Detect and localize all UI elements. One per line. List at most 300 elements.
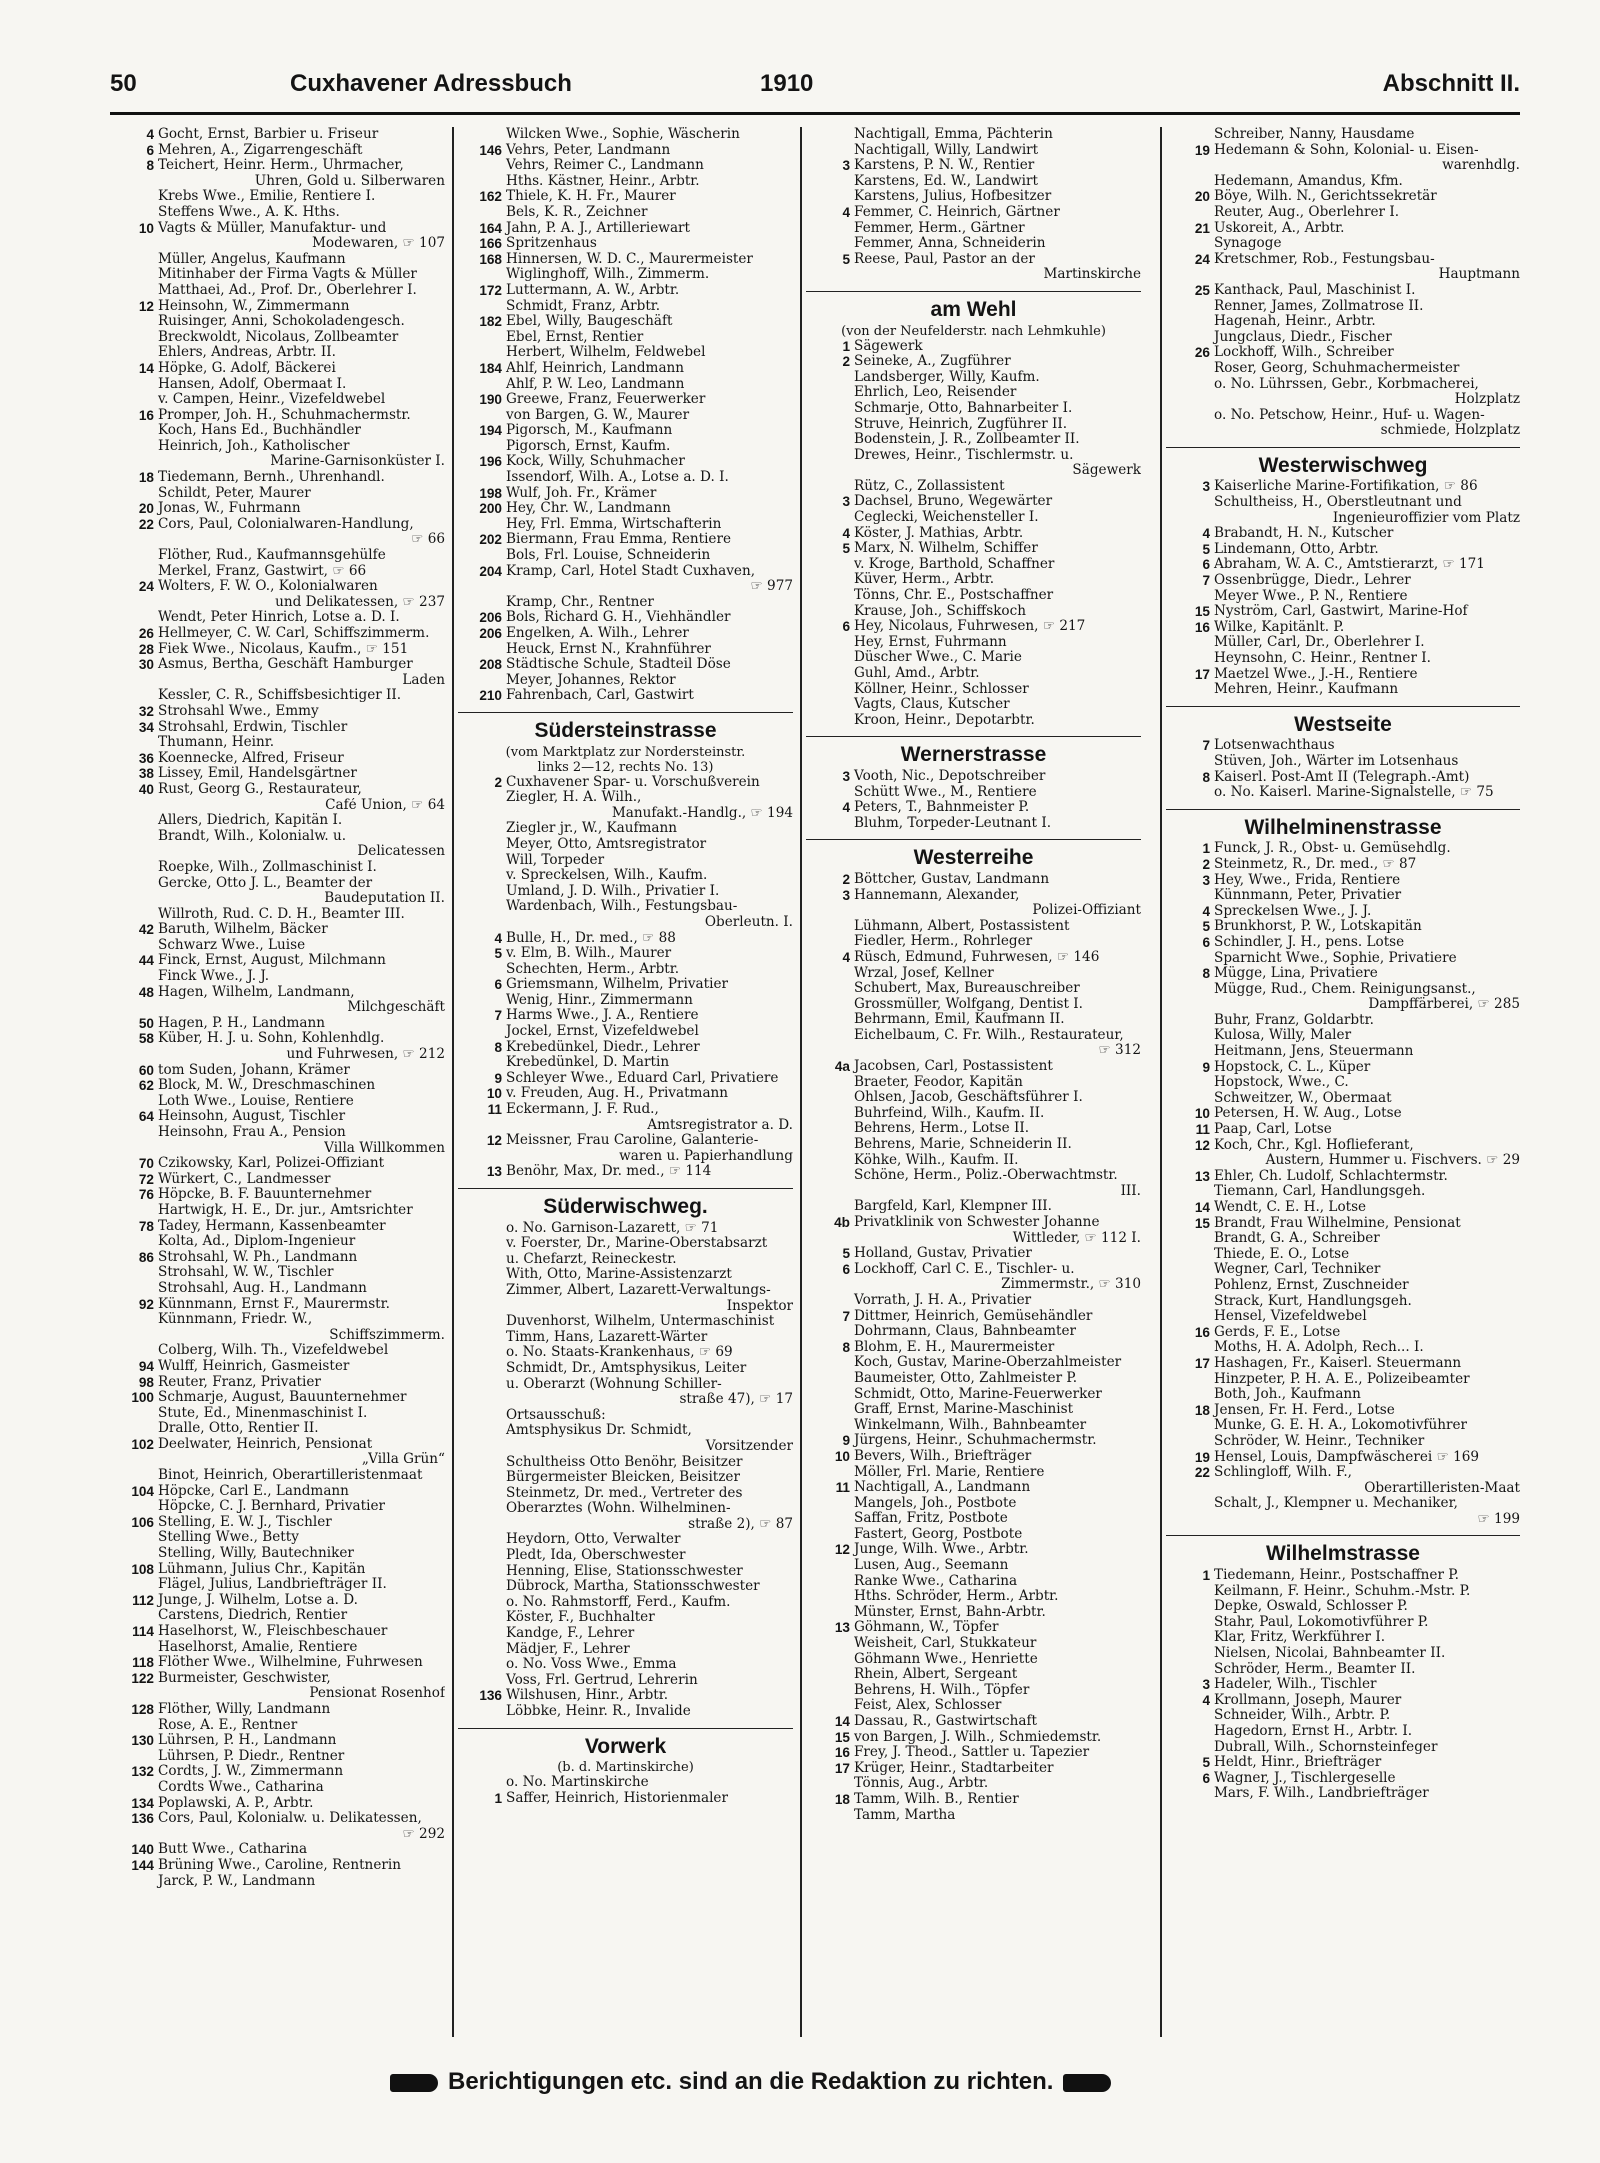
house-number: 114 — [132, 1624, 154, 1639]
directory-entry — [806, 158, 1141, 174]
directory-entry — [110, 1234, 445, 1250]
house-number: 7 — [842, 1308, 850, 1324]
entry-text: Fastert, Georg, Postbote — [854, 1526, 1023, 1542]
entry-text: Tönns, Chr. E., Postschaffner — [854, 588, 1054, 604]
street-heading: Vorwerk — [584, 1734, 667, 1758]
column-3 — [806, 127, 1141, 2037]
directory-entry — [806, 1480, 1141, 1496]
house-number: 34 — [138, 719, 154, 735]
directory-entry — [1166, 1708, 1520, 1724]
house-number: 164 — [479, 220, 502, 236]
directory-entry — [806, 510, 1141, 526]
directory-entry — [806, 1636, 1141, 1652]
directory-entry — [806, 713, 1141, 729]
house-number: 4 — [842, 204, 850, 220]
house-number: 24 — [138, 579, 154, 595]
directory-entry — [806, 1168, 1141, 1184]
house-number: 194 — [479, 423, 502, 439]
directory-entry — [806, 1215, 1141, 1231]
directory-entry — [1166, 299, 1520, 315]
entry-text: Höpcke, C. J. Bernhard, Privatier — [158, 1499, 385, 1515]
entry-text: Renner, James, Zollmatrose II. — [1214, 298, 1424, 314]
directory-entry — [1166, 1724, 1520, 1740]
entry-text: Münster, Ernst, Bahn-Arbtr. — [854, 1604, 1046, 1620]
entry-text: Brandt, Wilh., Kolonialw. u. — [158, 828, 347, 844]
directory-entry — [458, 1221, 793, 1237]
directory-entry — [1166, 1568, 1520, 1584]
entry-text: Breckwoldt, Nicolaus, Zollbeamter — [158, 329, 399, 345]
house-number: 3 — [1202, 479, 1210, 495]
directory-entry — [806, 401, 1141, 417]
entry-text: o. No. Voss Wwe., Emma — [506, 1657, 677, 1673]
house-number: 112 — [132, 1592, 154, 1608]
entry-text: Karstens, Julius, Hofbesitzer — [854, 189, 1052, 205]
house-number: 14 — [1194, 1200, 1210, 1215]
house-number: 8 — [842, 1339, 850, 1355]
entry-text: Schweitzer, W., Obermaat — [1214, 1090, 1392, 1106]
entry-text: Ranke Wwe., Catharina — [854, 1573, 1018, 1589]
entry-text: Both, Joh., Kaufmann — [1214, 1387, 1361, 1403]
directory-entry — [458, 579, 793, 595]
directory-entry — [110, 1593, 445, 1609]
entry-text: Manufakt.-Handlg., ☞ 194 — [611, 805, 793, 821]
house-number: 204 — [479, 563, 502, 579]
entry-text: Junge, J. Wilhelm, Lotse a. D. — [158, 1592, 358, 1608]
entry-text: Femmer, C. Heinrich, Gärtner — [854, 204, 1060, 220]
directory-entry — [110, 1484, 445, 1500]
directory-entry — [806, 650, 1141, 666]
entry-text: Nachtigall, Emma, Pächterin — [854, 127, 1053, 142]
entry-text: Jahn, P. A. J., Artilleriewart — [506, 220, 691, 236]
house-number: 92 — [138, 1296, 154, 1312]
directory-entry — [806, 1792, 1141, 1808]
entry-text: Oberartilleristen-Maat — [1364, 1480, 1520, 1496]
entry-text: v. Campen, Heinr., Vizefeldwebel — [158, 392, 386, 408]
directory-entry — [110, 314, 445, 330]
directory-entry — [110, 1764, 445, 1780]
directory-entry — [1166, 888, 1520, 904]
directory-entry — [1166, 205, 1520, 221]
directory-entry — [806, 919, 1141, 935]
house-number: 13 — [486, 1164, 502, 1180]
entry-text: Heynsohn, C. Heinr., Rentner I. — [1214, 651, 1431, 666]
entry-text: Greewe, Franz, Feuerwerker — [506, 392, 706, 408]
directory-entry — [110, 1811, 445, 1827]
entry-text: Rose, A. E., Rentner — [158, 1717, 298, 1733]
directory-entry — [458, 345, 793, 361]
entry-text: Baumeister, Otto, Zahlmeister P. — [854, 1370, 1078, 1386]
house-number: 3 — [842, 887, 850, 903]
directory-entry — [1166, 1403, 1520, 1419]
directory-entry — [110, 1842, 445, 1858]
directory-entry — [806, 1558, 1141, 1574]
entry-text: Seineke, A., Zugführer — [854, 354, 1011, 370]
directory-entry — [110, 423, 445, 439]
directory-entry — [458, 470, 793, 486]
directory-entry — [806, 635, 1141, 651]
entry-text: Mitinhaber der Firma Vagts & Müller — [158, 267, 417, 283]
directory-entry — [110, 1796, 445, 1812]
entry-text: Amtsregistrator a. D. — [647, 1117, 793, 1133]
house-number: 4 — [146, 127, 154, 142]
directory-entry — [1166, 252, 1520, 268]
directory-entry — [458, 299, 793, 315]
entry-text: Heinsohn, W., Zimmermann — [158, 298, 350, 314]
entry-text: Harms Wwe., J. A., Rentiere — [506, 1008, 699, 1024]
entry-text: Krollmann, Joseph, Maurer — [1214, 1692, 1402, 1708]
directory-entry — [458, 392, 793, 408]
page-number: 50 — [110, 70, 137, 97]
entry-text: Nachtigall, A., Landmann — [854, 1480, 1031, 1496]
house-number: 198 — [479, 485, 502, 501]
entry-text: Merkel, Franz, Gastwirt, ☞ 66 — [158, 563, 367, 579]
entry-text: Ortsausschuß: — [506, 1407, 606, 1423]
directory-entry — [458, 1024, 793, 1040]
house-number: 15 — [1194, 1215, 1210, 1231]
directory-entry — [806, 1137, 1141, 1153]
entry-text: Jockel, Ernst, Vizefeldwebel — [506, 1024, 699, 1040]
entry-text: Vorrath, J. H. A., Privatier — [854, 1292, 1032, 1308]
house-number: 78 — [138, 1218, 154, 1234]
entry-text: Villa Willkommen — [324, 1140, 445, 1156]
house-number: 10 — [138, 220, 154, 236]
entry-text: Vorsitzender — [705, 1438, 793, 1454]
directory-entry — [1166, 904, 1520, 920]
entry-text: Steinmetz, R., Dr. med., ☞ 87 — [1214, 856, 1417, 872]
house-number: 122 — [131, 1670, 154, 1686]
entry-text: Behrmann, Emil, Kaufmann II. — [854, 1012, 1065, 1028]
entry-text: Pensionat Rosenhof — [309, 1686, 445, 1702]
directory-entry — [1166, 841, 1520, 857]
entry-text: Lührsen, P. H., Landmann — [158, 1733, 337, 1749]
house-number: 6 — [842, 1261, 850, 1277]
entry-text: Roser, Georg, Schuhmachermeister — [1214, 360, 1460, 376]
entry-text: Heinsohn, August, Tischler — [158, 1109, 346, 1125]
entry-text: u. Oberarzt (Wohnung Schiller- — [506, 1376, 722, 1392]
directory-entry — [458, 1439, 793, 1455]
entry-text: Issendorf, Wilh. A., Lotse a. D. I. — [506, 470, 729, 486]
entry-text: warenhdlg. — [1442, 158, 1520, 174]
house-number: 6 — [1202, 934, 1210, 950]
directory-entry — [110, 299, 445, 315]
directory-entry — [806, 572, 1141, 588]
entry-text: Duvenhorst, Wilhelm, Untermaschinist — [506, 1314, 775, 1330]
directory-entry — [110, 688, 445, 704]
entry-text: Inspektor — [726, 1298, 793, 1314]
directory-entry — [458, 1118, 793, 1134]
house-number: 16 — [834, 1745, 850, 1761]
house-number: 10 — [834, 1448, 850, 1464]
house-number: 25 — [1194, 282, 1210, 298]
entry-text: Koch, Hans Ed., Buchhändler — [158, 423, 361, 439]
house-number: 40 — [138, 781, 154, 797]
entry-text: Strack, Kurt, Handlungsgeh. — [1214, 1293, 1412, 1309]
house-number: 70 — [138, 1156, 154, 1172]
entry-text: Café Union, ☞ 64 — [325, 797, 445, 813]
entry-text: Brunkhorst, P. W., Lotskapitän — [1214, 919, 1422, 935]
directory-entry — [110, 1109, 445, 1125]
directory-entry — [1166, 158, 1520, 174]
entry-text: Fiedler, Herm., Rohrleger — [854, 934, 1033, 950]
directory-entry — [110, 1125, 445, 1141]
entry-text: Spreckelsen Wwe., J. J. — [1214, 903, 1372, 919]
entry-text: Küber, H. J. u. Sohn, Kohlenhdlg. — [158, 1031, 385, 1047]
directory-entry — [1166, 1184, 1520, 1200]
entry-text: ☞ 312 — [1098, 1043, 1141, 1059]
entry-text: Haselhorst, W., Fleischbeschauer — [158, 1624, 388, 1639]
directory-entry — [110, 392, 445, 408]
directory-entry — [110, 1780, 445, 1796]
house-number: 1 — [1202, 1568, 1210, 1584]
directory-entry — [458, 377, 793, 393]
directory-entry — [806, 1730, 1141, 1746]
directory-entry — [1166, 1122, 1520, 1138]
entry-text: Spritzenhaus — [506, 236, 597, 252]
entry-text: Lühmann, Julius Chr., Kapitän — [158, 1561, 366, 1577]
directory-entry — [110, 1827, 445, 1843]
entry-text: o. No. Kaiserl. Marine-Signalstelle, ☞ 75 — [1214, 785, 1494, 801]
directory-entry — [110, 1047, 445, 1063]
house-number: 42 — [138, 922, 154, 938]
year: 1910 — [760, 70, 814, 97]
directory-entry — [458, 993, 793, 1009]
entry-text: Thumann, Heinr. — [158, 735, 275, 751]
directory-entry — [458, 899, 793, 915]
entry-text: Fiek Wwe., Nicolaus, Kaufm., ☞ 151 — [158, 641, 409, 657]
footer-note: Berichtigungen etc. sind an die Redaktion zu richten. — [380, 2068, 1280, 2096]
directory-entry — [806, 370, 1141, 386]
directory-entry — [110, 454, 445, 470]
directory-entry — [806, 903, 1141, 919]
directory-entry — [806, 769, 1141, 785]
house-number: 136 — [479, 1688, 502, 1704]
directory-entry — [1166, 770, 1520, 786]
entry-text: Struve, Heinrich, Zugführer II. — [854, 416, 1068, 432]
directory-entry — [1166, 1356, 1520, 1372]
entry-text: Heinrich, Joh., Katholischer — [158, 438, 350, 454]
directory-entry — [1166, 785, 1520, 801]
house-number: 64 — [138, 1109, 154, 1125]
directory-entry — [458, 1086, 793, 1102]
directory-entry — [458, 1236, 793, 1252]
street-separator — [1166, 809, 1520, 810]
directory-entry — [458, 1392, 793, 1408]
house-number: 16 — [1194, 1324, 1210, 1340]
street-separator — [458, 1728, 793, 1729]
directory-entry — [1166, 330, 1520, 346]
entry-text: Rhein, Albert, Sergeant — [854, 1667, 1018, 1683]
entry-text: Vooth, Nic., Depotschreiber — [854, 768, 1046, 784]
entry-text: Heinsohn, Frau A., Pension — [158, 1125, 346, 1140]
directory-entry — [806, 1683, 1141, 1699]
directory-entry — [806, 1418, 1141, 1434]
directory-entry — [110, 158, 445, 174]
house-number: 166 — [479, 236, 502, 252]
house-number: 19 — [1194, 1449, 1210, 1465]
directory-entry — [806, 267, 1141, 283]
directory-entry — [458, 1626, 793, 1642]
directory-entry — [110, 486, 445, 502]
directory-entry — [1166, 1200, 1520, 1216]
house-number: 6 — [1202, 1770, 1210, 1786]
entry-text: Bluhm, Torpeder-Leutnant I. — [854, 815, 1052, 831]
directory-entry — [458, 174, 793, 190]
directory-entry — [1166, 651, 1520, 667]
directory-entry — [458, 267, 793, 283]
entry-text: Schultheiss Otto Benöhr, Beisitzer — [506, 1454, 743, 1470]
house-number: 98 — [138, 1374, 154, 1390]
house-number: 12 — [138, 298, 154, 314]
directory-entry — [1166, 283, 1520, 299]
directory-entry — [458, 1455, 793, 1471]
entry-text: Gercke, Otto J. L., Beamter der — [158, 875, 373, 891]
street-heading: Westerreihe — [913, 846, 1034, 870]
house-number: 12 — [486, 1133, 502, 1149]
directory-entry — [1166, 1677, 1520, 1693]
entry-text: Künnmann, Peter, Privatier — [1214, 888, 1402, 904]
entry-text: Heydorn, Otto, Verwalter — [506, 1532, 681, 1548]
section-label: Abschnitt II. — [1382, 70, 1520, 97]
directory-entry — [806, 127, 1141, 143]
directory-entry — [458, 1579, 793, 1595]
entry-text: Hey, Frl. Emma, Wirtschafterin — [506, 516, 722, 532]
directory-entry — [1166, 1450, 1520, 1466]
directory-entry — [806, 697, 1141, 713]
entry-text: Heldt, Hinr., Briefträger — [1214, 1755, 1382, 1771]
directory-entry — [110, 205, 445, 221]
directory-entry — [1166, 267, 1520, 283]
directory-entry — [458, 610, 793, 626]
directory-entry — [1166, 682, 1520, 698]
entry-text: Cordts Wwe., Catharina — [158, 1779, 324, 1795]
directory-entry — [806, 1449, 1141, 1465]
entry-text: Kolta, Ad., Diplom-Ingenieur — [158, 1234, 356, 1250]
directory-entry — [110, 267, 445, 283]
entry-text: ☞ 977 — [750, 579, 793, 595]
house-number: 144 — [131, 1857, 154, 1873]
directory-entry — [110, 1702, 445, 1718]
directory-entry — [806, 1309, 1141, 1325]
directory-entry — [110, 1608, 445, 1624]
directory-entry — [110, 876, 445, 892]
directory-entry — [110, 595, 445, 611]
directory-entry — [110, 1640, 445, 1656]
entry-text: Butt Wwe., Catharina — [158, 1842, 308, 1858]
entry-text: Köster, J. Mathias, Arbtr. — [854, 525, 1024, 541]
entry-text: Koch, Chr., Kgl. Hoflieferant, — [1214, 1137, 1414, 1153]
directory-entry — [458, 1595, 793, 1611]
directory-entry — [1166, 408, 1520, 424]
entry-text: Schmarje, Otto, Bahnarbeiter I. — [854, 400, 1073, 416]
house-number: 6 — [146, 142, 154, 158]
directory-entry — [806, 682, 1141, 698]
entry-text: Fahrenbach, Carl, Gastwirt — [506, 688, 694, 704]
entry-text: Kulosa, Willy, Maler — [1214, 1028, 1352, 1044]
directory-entry — [1166, 1786, 1520, 1802]
entry-text: Lusen, Aug., Seemann — [854, 1558, 1009, 1574]
entry-text: Höpke, G. Adolf, Bäckerei — [158, 360, 336, 376]
directory-entry — [806, 1293, 1141, 1309]
street-separator — [458, 1188, 793, 1189]
directory-entry — [1166, 143, 1520, 159]
entry-text: Karstens, Ed. W., Landwirt — [854, 173, 1038, 189]
house-number: 108 — [131, 1561, 154, 1577]
directory-entry — [110, 236, 445, 252]
house-number: 3 — [1202, 872, 1210, 888]
entry-text: Stahr, Paul, Lokomotivführer P. — [1214, 1614, 1429, 1630]
entry-text: Eichelbaum, C. Fr. Wilh., Restaurateur, — [854, 1027, 1124, 1043]
directory-entry — [458, 931, 793, 947]
directory-entry — [458, 595, 793, 611]
entry-text: Lühmann, Albert, Postassistent — [854, 918, 1070, 934]
directory-entry — [458, 564, 793, 580]
house-number: 1 — [1202, 841, 1210, 857]
directory-entry — [458, 853, 793, 869]
entry-text: Deelwater, Heinrich, Pensionat — [158, 1436, 373, 1452]
entry-text: Strohsahl, Erdwin, Tischler — [158, 719, 348, 735]
house-number: 7 — [1202, 573, 1210, 589]
entry-text: Schröder, Herm., Beamter II. — [1214, 1661, 1416, 1677]
entry-text: Pigorsch, Ernst, Kaufm. — [506, 438, 671, 454]
entry-text: Wagner, J., Tischlergeselle — [1214, 1770, 1396, 1786]
entry-text: Hannemann, Alexander, — [854, 887, 1020, 903]
house-number: 20 — [1194, 189, 1210, 205]
entry-text: Stüven, Joh., Wärter im Lotsenhaus — [1214, 753, 1459, 769]
house-number: 182 — [479, 314, 502, 330]
entry-text: Krebedünkel, Diedr., Lehrer — [506, 1039, 700, 1055]
directory-entry — [110, 704, 445, 720]
entry-text: Koch, Gustav, Marine-Oberzahlmeister — [854, 1355, 1122, 1371]
entry-text: Kaiserliche Marine-Fortifikation, ☞ 86 — [1214, 479, 1478, 495]
entry-text: Weisheit, Carl, Stukkateur — [854, 1636, 1037, 1652]
entry-text: Ziegler, H. A. Wilh., — [506, 790, 642, 806]
directory-entry — [1166, 1325, 1520, 1341]
entry-text: Reuter, Franz, Privatier — [158, 1374, 321, 1390]
house-number: 1 — [494, 1790, 502, 1806]
directory-entry — [458, 1704, 793, 1720]
entry-text: Vagts & Müller, Manufaktur- und — [158, 220, 387, 236]
entry-text: Schubert, Max, Bureauschreiber — [854, 981, 1080, 997]
entry-text: Austern, Hummer u. Fischvers. ☞ 29 — [1265, 1153, 1520, 1169]
entry-text: Köllner, Heinr., Schlosser — [854, 681, 1029, 697]
street-separator — [1166, 447, 1520, 448]
entry-text: Sparnicht Wwe., Sophie, Privatiere — [1214, 950, 1457, 966]
entry-text: Femmer, Anna, Schneiderin — [854, 236, 1046, 252]
house-number: 11 — [1195, 1122, 1210, 1138]
directory-entry — [110, 579, 445, 595]
directory-entry — [806, 1121, 1141, 1137]
entry-text: Hansen, Adolf, Obermaat I. — [158, 376, 347, 392]
directory-entry — [110, 174, 445, 190]
directory-entry — [458, 1532, 793, 1548]
column-divider — [452, 127, 454, 2037]
entry-text: Petersen, H. W. Aug., Lotse — [1214, 1106, 1402, 1122]
directory-entry — [110, 891, 445, 907]
house-number: 7 — [494, 1008, 502, 1024]
directory-entry — [458, 1377, 793, 1393]
directory-entry — [806, 1542, 1141, 1558]
entry-text: Stute, Ed., Minenmaschinist I. — [158, 1405, 368, 1421]
entry-text: Flöther Wwe., Wilhelmine, Fuhrwesen — [158, 1655, 423, 1671]
entry-text: Gocht, Ernst, Barbier u. Friseur — [158, 127, 379, 142]
directory-entry — [110, 1203, 445, 1219]
entry-text: Finck Wwe., J. J. — [158, 969, 270, 985]
house-number: 58 — [138, 1031, 154, 1047]
directory-entry — [1166, 1646, 1520, 1662]
directory-entry — [110, 221, 445, 237]
directory-entry — [110, 1562, 445, 1578]
directory-entry — [458, 673, 793, 689]
